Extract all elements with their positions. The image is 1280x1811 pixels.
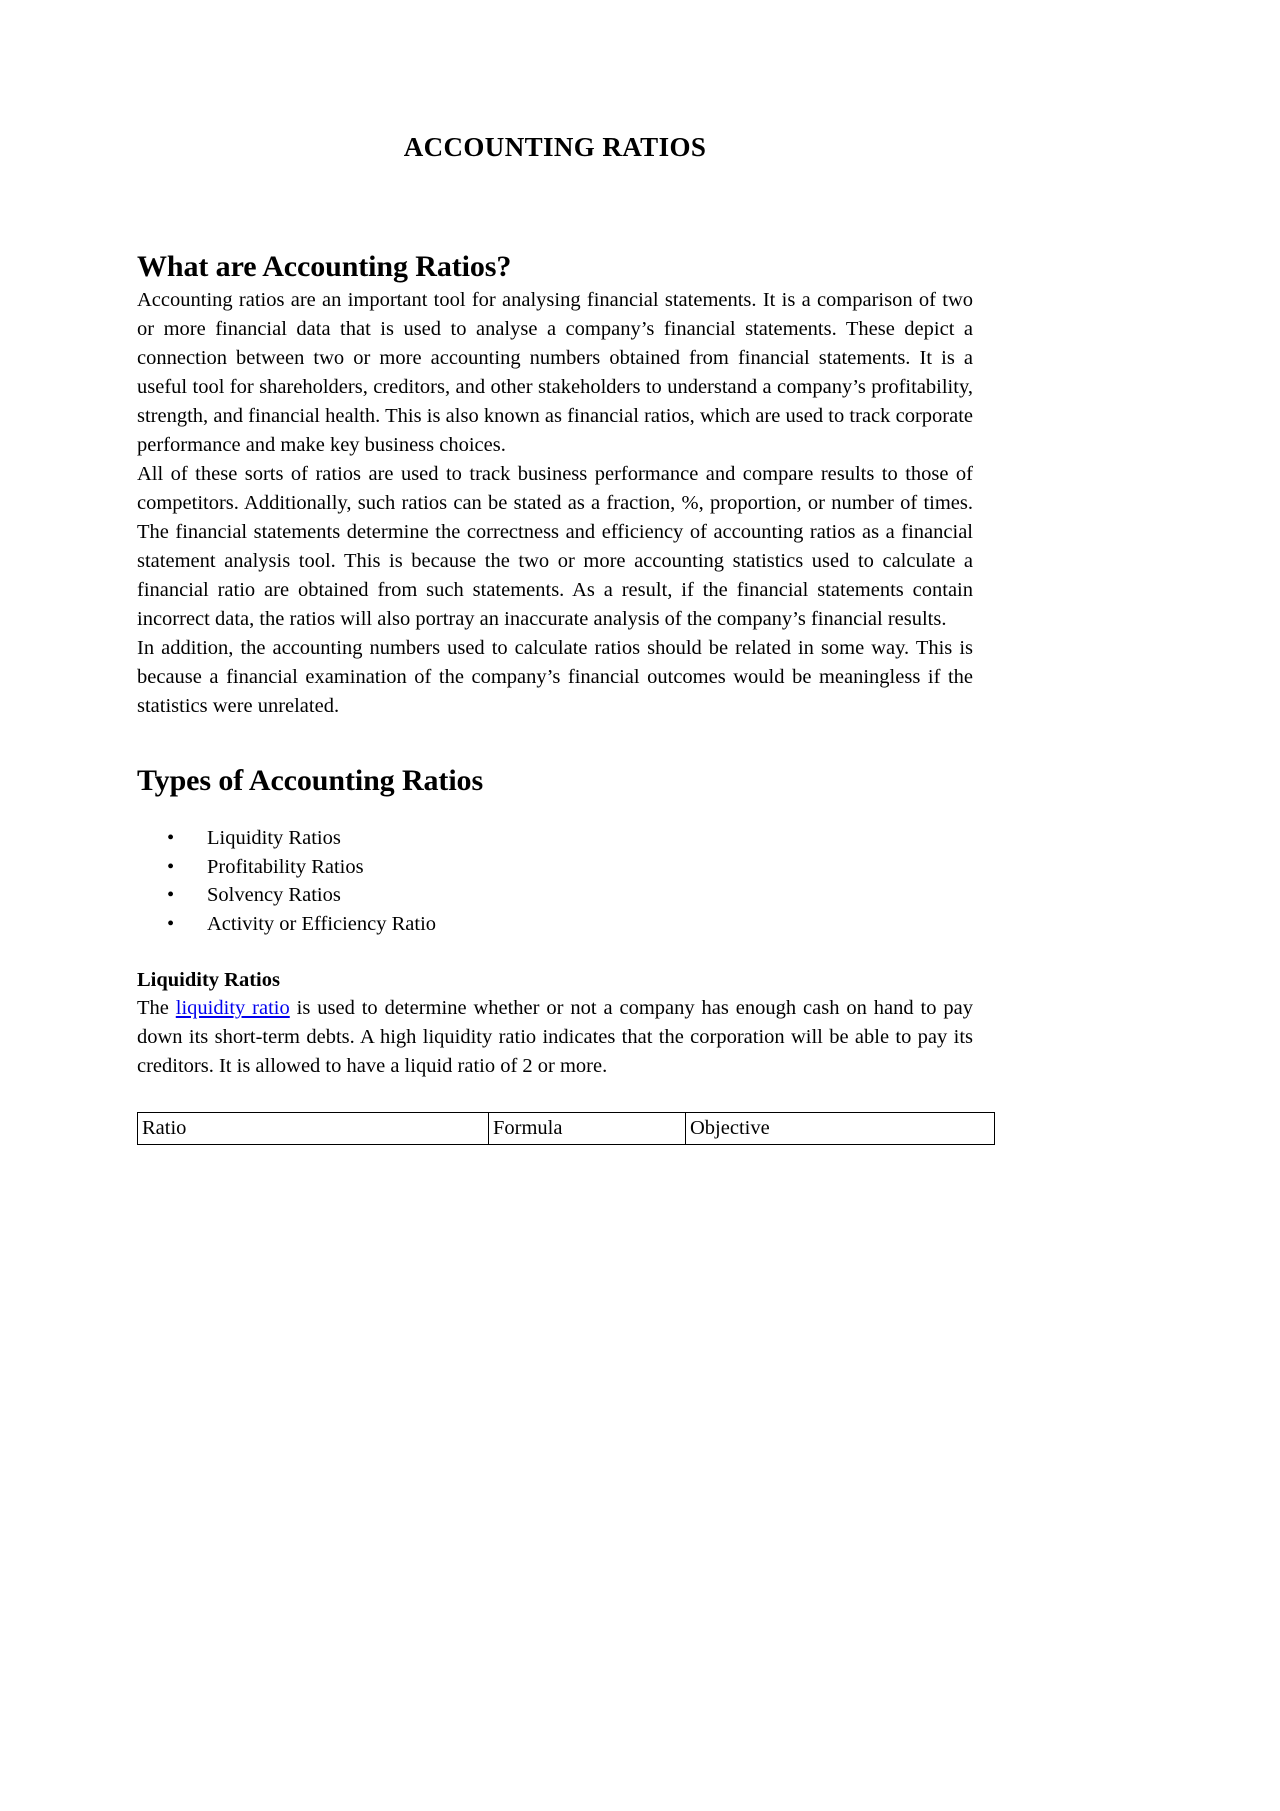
paragraph-prefix-text: The [137, 997, 176, 1020]
paragraph-suffix-text: is used to determine whether or not a company has enough cash on hand to pay down its short-term debts. A high liquidity ratio indicates that the corporation will be able to pay its creditors. It is allowed to have a liquid ratio of 2 or more. [137, 997, 973, 1078]
list-item-label: Activity or Efficiency Ratio [207, 912, 437, 935]
table-header-formula: Formula [489, 1113, 686, 1145]
liquidity-ratio-link[interactable]: liquidity ratio [175, 997, 290, 1020]
table-header-objective: Objective [686, 1113, 995, 1145]
bullet-icon: • [167, 855, 175, 878]
list-item [137, 910, 973, 939]
section-heading-what-are-accounting-ratios: What are Accounting Ratios? [137, 250, 512, 284]
paragraph-relatedness: In addition, the accounting numbers used to calculate ratios should be related in some way. This is because a financial examination of the company’s financial outcomes would be meaningless if the statistics were unrelated. [137, 636, 973, 717]
bullet-icon: • [167, 827, 175, 850]
paragraph-liquidity-ratio [137, 994, 973, 1081]
list-item-label: Profitability Ratios [207, 855, 364, 878]
paragraph-usage: All of these sorts of ratios are used to track business performance and compare results to those of competitors. Additionally, such ratios can be stated as a fraction, %, proportion, or number of times. The financial statements determine the correctness and efficiency of accounting ratios as a financial statement analysis tool. This is because the two or more accounting statistics used to calculate a financial ratio are obtained from such statements. As a result, if the financial statements contain incorrect data, the ratios will also portray an inaccurate analysis of the company’s financial results. [137, 462, 973, 630]
list-item [137, 881, 973, 910]
accounting-ratio-types-list [137, 799, 973, 938]
page-title: ACCOUNTING RATIOS [403, 132, 707, 162]
bullet-icon: • [167, 884, 175, 907]
table-row [138, 1113, 995, 1145]
paragraph-definition: Accounting ratios are an important tool for analysing financial statements. It is a comparison of two or more financial data that is used to analyse a company’s financial statements. These depict a connection between two or more accounting numbers obtained from financial statements. It is a useful tool for shareholders, creditors, and other stakeholders to understand a company’s profitability, strength, and financial health. This is also known as financial ratios, which are used to track corporate performance and make key business choices. [137, 288, 973, 456]
section-heading-types-of-accounting-ratios: Types of Accounting Ratios [137, 763, 484, 797]
list-item [137, 853, 973, 882]
list-item-label: Solvency Ratios [207, 884, 341, 907]
page-content [137, 0, 973, 1145]
list-item-label: Liquidity Ratios [207, 827, 341, 850]
bullet-icon: • [167, 912, 175, 935]
liquidity-ratios-table [137, 1112, 995, 1145]
list-item [137, 824, 973, 853]
sub-heading-liquidity-ratios: Liquidity Ratios [137, 969, 280, 992]
table-header-ratio: Ratio [138, 1113, 489, 1145]
